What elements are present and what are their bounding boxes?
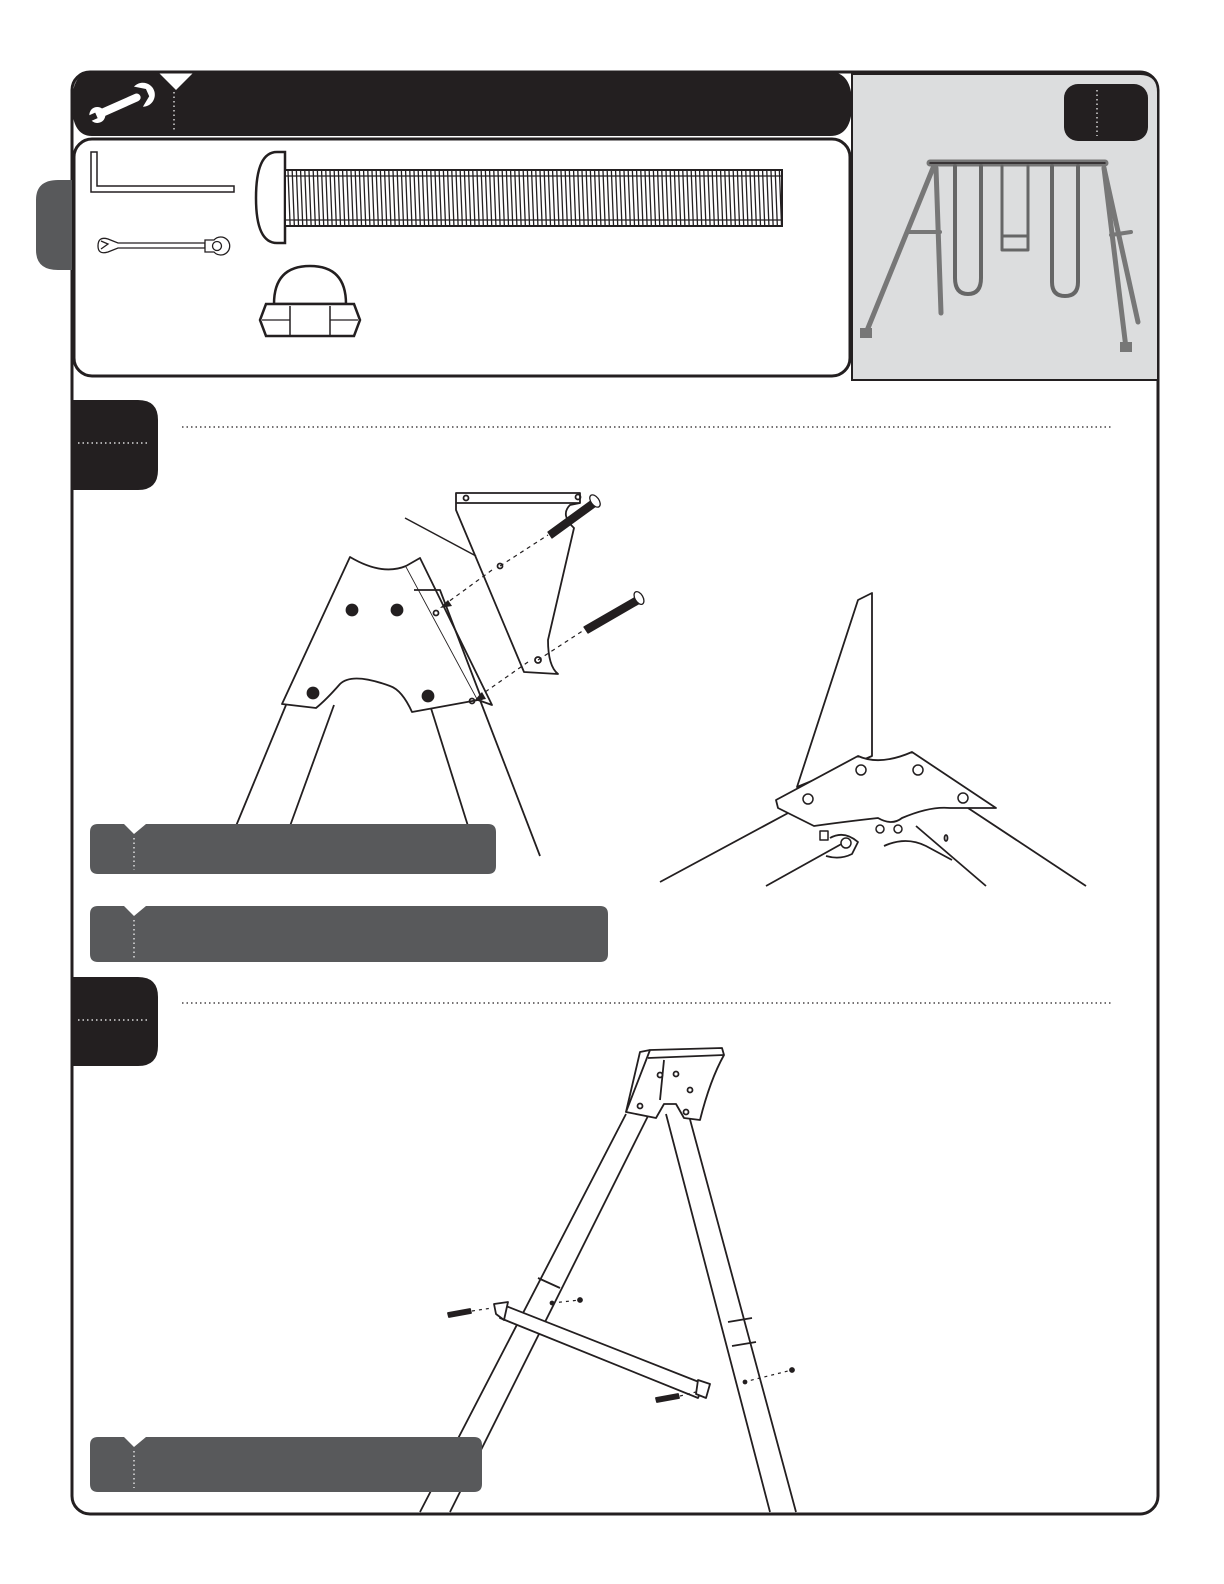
step-1-assembled-drawing <box>660 593 1086 886</box>
step-2-number-tab <box>72 977 158 1066</box>
page-badge <box>1064 84 1148 141</box>
step-1 <box>72 400 1112 962</box>
preview-panel <box>852 74 1158 380</box>
hardware-box <box>74 139 850 376</box>
step-1-callout-1 <box>90 824 496 874</box>
step-1-bracket-drawing <box>236 493 646 856</box>
step-2-callout-1 <box>90 1437 482 1492</box>
side-tab <box>36 180 72 270</box>
step-1-callout-2 <box>90 906 608 962</box>
header-bar <box>72 72 852 136</box>
step-2 <box>72 977 1112 1512</box>
step-1-number-tab <box>72 400 158 490</box>
